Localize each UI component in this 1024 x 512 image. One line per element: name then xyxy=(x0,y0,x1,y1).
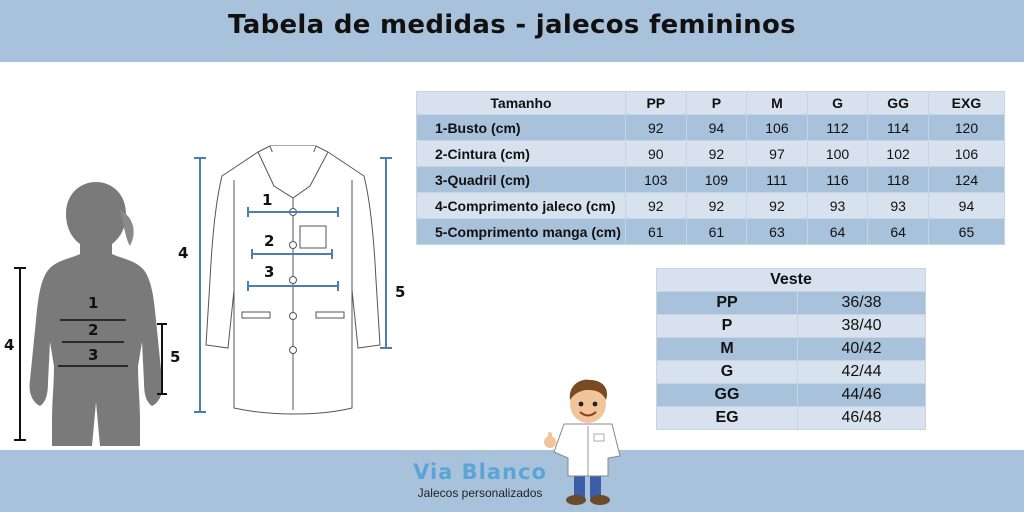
mascot-doctor-icon xyxy=(538,372,638,510)
row-label: 5-Comprimento manga (cm) xyxy=(417,219,626,245)
coat-label-2: 2 xyxy=(264,232,275,250)
header-cell: GG xyxy=(868,92,929,115)
table-cell: 61 xyxy=(686,219,747,245)
table-cell: 92 xyxy=(626,115,687,141)
body-label-3: 3 xyxy=(88,346,99,364)
table-cell: 116 xyxy=(807,167,868,193)
table-cell: 102 xyxy=(868,141,929,167)
row-label: 4-Comprimento jaleco (cm) xyxy=(417,193,626,219)
row-label: 2-Cintura (cm) xyxy=(417,141,626,167)
table-row xyxy=(417,141,1005,167)
table-cell: 90 xyxy=(626,141,687,167)
row-label: 1-Busto (cm) xyxy=(417,115,626,141)
table-cell: 109 xyxy=(686,167,747,193)
lab-coat-icon xyxy=(170,140,415,430)
table-cell: 94 xyxy=(686,115,747,141)
vest-value: 44/46 xyxy=(798,384,926,407)
coat-label-5: 5 xyxy=(395,283,406,301)
table-cell: 92 xyxy=(747,193,808,219)
table-cell: 124 xyxy=(928,167,1004,193)
vest-value: 38/40 xyxy=(798,315,926,338)
brand-logo xyxy=(400,460,560,500)
sizes-table xyxy=(416,91,1005,245)
table-cell: 92 xyxy=(686,141,747,167)
row-label: 3-Quadril (cm) xyxy=(417,167,626,193)
table-row xyxy=(417,167,1005,193)
vest-size: M xyxy=(657,338,798,361)
table-cell: 61 xyxy=(626,219,687,245)
table-cell: 94 xyxy=(928,193,1004,219)
table-row xyxy=(417,193,1005,219)
table-row xyxy=(657,338,926,361)
page-title: Tabela de medidas - jalecos femininos xyxy=(228,10,796,40)
table-row xyxy=(657,315,926,338)
body-label-1: 1 xyxy=(88,294,99,312)
vest-size: P xyxy=(657,315,798,338)
table-cell: 118 xyxy=(868,167,929,193)
table-row xyxy=(657,292,926,315)
sizes-table-header xyxy=(417,92,1005,115)
header-cell: PP xyxy=(626,92,687,115)
vest-value: 40/42 xyxy=(798,338,926,361)
vest-table-title: Veste xyxy=(657,269,926,292)
table-cell: 64 xyxy=(868,219,929,245)
coat-label-4: 4 xyxy=(178,244,189,262)
table-cell: 92 xyxy=(686,193,747,219)
table-cell: 103 xyxy=(626,167,687,193)
vest-size: G xyxy=(657,361,798,384)
table-cell: 114 xyxy=(868,115,929,141)
brand-tagline: Jalecos personalizados xyxy=(417,486,543,500)
table-cell: 97 xyxy=(747,141,808,167)
vest-size: EG xyxy=(657,407,798,430)
table-cell: 93 xyxy=(868,193,929,219)
table-row xyxy=(657,384,926,407)
table-cell: 64 xyxy=(807,219,868,245)
vest-table-header xyxy=(657,269,926,292)
table-cell: 92 xyxy=(626,193,687,219)
body-label-4: 4 xyxy=(4,336,15,354)
body-label-2: 2 xyxy=(88,321,99,339)
table-row xyxy=(417,219,1005,245)
header-cell: M xyxy=(747,92,808,115)
table-row xyxy=(657,361,926,384)
table-row xyxy=(657,407,926,430)
header-cell: G xyxy=(807,92,868,115)
table-cell: 111 xyxy=(747,167,808,193)
table-cell: 100 xyxy=(807,141,868,167)
vest-size: PP xyxy=(657,292,798,315)
vest-value: 36/38 xyxy=(798,292,926,315)
header-cell: EXG xyxy=(928,92,1004,115)
body-label-5: 5 xyxy=(170,348,181,366)
table-cell: 106 xyxy=(747,115,808,141)
table-cell: 106 xyxy=(928,141,1004,167)
table-cell: 93 xyxy=(807,193,868,219)
coat-label-3: 3 xyxy=(264,263,275,281)
vest-value: 42/44 xyxy=(798,361,926,384)
vest-size: GG xyxy=(657,384,798,407)
header-cell: Tamanho xyxy=(417,92,626,115)
table-row xyxy=(417,115,1005,141)
vest-table xyxy=(656,268,926,430)
coat-label-1: 1 xyxy=(262,191,273,209)
table-cell: 120 xyxy=(928,115,1004,141)
table-cell: 65 xyxy=(928,219,1004,245)
table-cell: 63 xyxy=(747,219,808,245)
brand-name: Via Blanco xyxy=(413,460,547,484)
vest-value: 46/48 xyxy=(798,407,926,430)
header-cell: P xyxy=(686,92,747,115)
table-cell: 112 xyxy=(807,115,868,141)
